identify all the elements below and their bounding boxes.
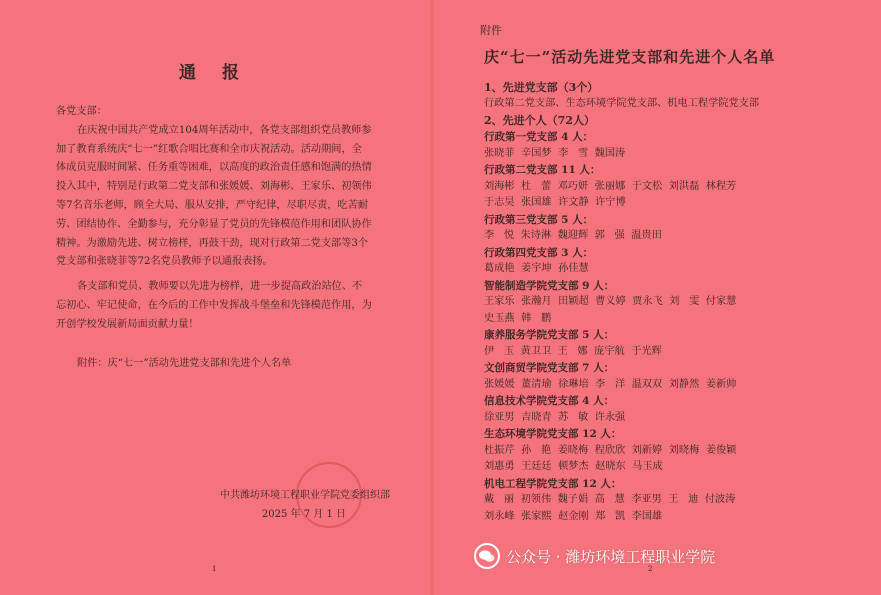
group-heading: 机电工程学院党支部 12 人： xyxy=(484,477,622,490)
attachment-page xyxy=(434,0,881,595)
notice-paragraph-2: 各支部和党员、教师要以先进为榜样，进一步提高政治站位、不忘初心、牢记使命，在今后的工作中发挥战斗堡垒和先锋模范作用，为开创学校发展新局面贡献力量！ xyxy=(56,281,372,330)
group-heading: 行政第一党支部 4 人： xyxy=(484,131,594,144)
name-line: 伊 玉 黄卫卫 王 娜 庞宇航 于光辉 xyxy=(484,345,662,357)
name-line: 史玉燕 韩 鹏 xyxy=(484,312,552,324)
group-heading: 智能制造学院党支部 9 人： xyxy=(484,279,615,292)
page-number: 2 xyxy=(648,565,653,573)
group-heading: 信息技术学院党支部 4 人： xyxy=(484,395,615,408)
name-line: 杜振芹 孙 艳 姜晓梅 程欣欣 刘新婷 刘晓梅 姜俊颖 xyxy=(484,444,737,456)
group-heading: 行政第三党支部 5 人： xyxy=(484,213,594,226)
name-line: 刘惠勇 王廷廷 顿梦杰 赵晓东 马玉成 xyxy=(484,461,663,473)
notice-title: 通 报 xyxy=(179,63,249,83)
name-line: 张媛媛 董清瑜 徐琳培 李 洋 温双双 刘静然 姜新帅 xyxy=(484,378,737,390)
name-line: 张晓菲 辛国梦 李 雪 魏国涛 xyxy=(484,148,626,159)
watermark-text: 公众号 · 潍坊环境工程职业学院 xyxy=(506,547,716,566)
notice-page xyxy=(0,0,430,595)
name-line: 李 悦 朱诗淋 魏迎辉 郭 强 温贵田 xyxy=(484,230,662,242)
attachment-line: 附件：庆“七一”活动先进党支部和先进个人名单 xyxy=(77,357,292,369)
page-number: 1 xyxy=(212,565,217,573)
group-heading: 文创商贸学院党支部 7 人： xyxy=(484,362,615,375)
signature-block xyxy=(140,486,390,524)
notice-paragraph-1: 在庆祝中国共产党成立104周年活动中，各党支部组织党员教师参加了教育系统庆“七一”红歌合唱比赛和全市庆祝活动。活动期间，全体成员克服时间紧、任务重等困难，以高度的政治责任感和饱满的热情投入其中，特别是行政第二党支部和张媛媛、刘海彬、王家乐、初领伟等7名音乐老师，顾全大局、服从安排，严守纪律，尽职尽责，吃苦耐劳、团结协作、全勤参与，充分彰显了党员的先锋模范作用和团队协作精神。为激励先进、树立榜样，再鼓干劲，现对行政第二党支部等3个党支部和张晓菲等72名党员教师予以通报表扬。 xyxy=(56,124,372,268)
name-line: 葛成艳 姜宇坤 孙佳慧 xyxy=(484,263,589,275)
attachment-label: 附件 xyxy=(480,24,502,37)
list-title: 庆“七一”活动先进党支部和先进个人名单 xyxy=(484,48,776,66)
signature-org: 中共潍坊环境工程职业学院党委组织部 xyxy=(220,490,390,501)
group-heading: 行政第四党支部 3 人： xyxy=(484,246,594,259)
signature-date: 2025 年 7 月 1 日 xyxy=(261,509,346,520)
name-line: 刘永峰 张家熙 赵金刚 郑 凯 李国雄 xyxy=(484,510,663,522)
name-line: 刘海彬 杜 蕾 邓巧妍 张丽娜 于文松 刘洪磊 林程芳 xyxy=(484,181,737,192)
salutation: 各党支部： xyxy=(56,106,107,117)
name-line: 徐亚男 吉晓青 苏 敏 许永强 xyxy=(484,411,626,423)
section-heading: 2、先进个人（72人） xyxy=(484,114,595,128)
watermark xyxy=(474,543,715,569)
branch-list: 行政第二党支部、生态环境学院党支部、机电工程学院党支部 xyxy=(484,98,760,109)
group-heading: 行政第二党支部 11 人： xyxy=(484,164,601,177)
section-heading: 1、先进党支部（3个） xyxy=(484,81,599,94)
name-line: 王家乐 张瀚月 田颖超 曹义婷 贾永飞 刘 雯 付家慧 xyxy=(484,296,737,308)
group-heading: 生态环境学院党支部 12 人： xyxy=(484,428,622,441)
group-heading: 康养服务学院党支部 5 人： xyxy=(484,329,615,342)
name-line: 戴 丽 初领伟 魏子娟 高 慧 李亚男 王 迪 付波涛 xyxy=(484,494,736,506)
name-line: 于志昊 张国雄 许文静 许宁博 xyxy=(484,197,626,209)
wechat-official-account-icon xyxy=(474,543,500,569)
